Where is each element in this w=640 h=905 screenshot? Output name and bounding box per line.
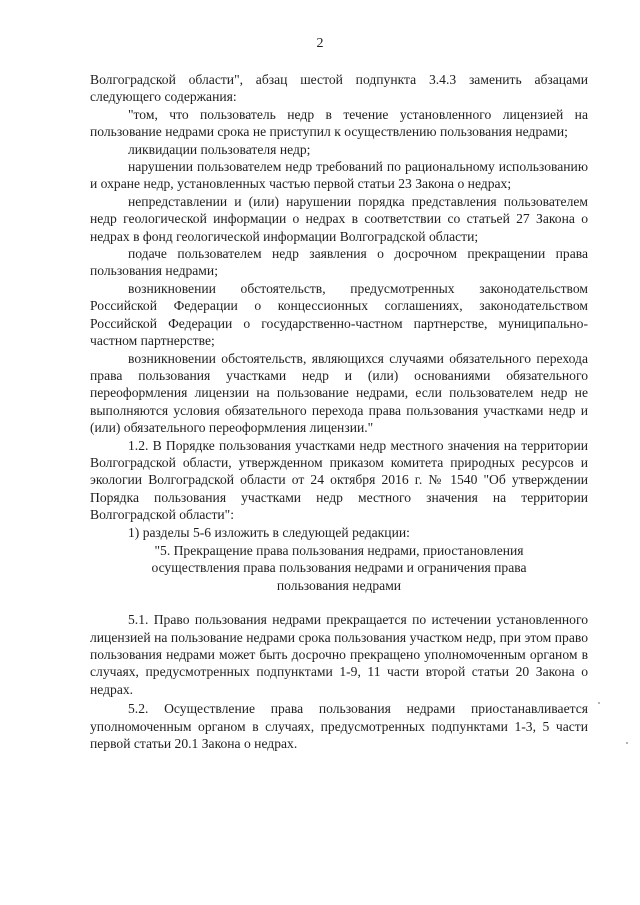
- paragraph-ground-concession: возникновении обстоятельств, предусмотренных законодательством Российской Федерации о концессионных соглашениях, законодательством Российской Федерации о государственно-частном партнерстве, муниципально-частном партнерстве;: [90, 280, 588, 349]
- section-5-heading: [90, 542, 588, 594]
- section-heading-line: пользования недрами: [276, 577, 402, 593]
- clause-5-1: 5.1. Право пользования недрами прекращается по истечении установленного лицензией на пользование недрами срока пользования участком недр, при этом право пользования недрами может быть досрочно прекращено уполномоченным органом в случаях, предусмотренных подпунктами 1-9, 11 части второй статьи 20 Закона о недрах.: [90, 612, 588, 697]
- paragraph-intro: Волгоградской области", абзац шестой подпункта 3.4.3 заменить абзацами следующего содержания:: [90, 72, 588, 105]
- paragraph-sections-5-6: 1) разделы 5-6 изложить в следующей редакции:: [128, 524, 410, 540]
- scan-speck: [626, 742, 628, 744]
- paragraph-ground-term-expired: "том, что пользователь недр в течение установленного лицензией на пользование недрами срока не приступил к осуществлению пользования недрами;: [90, 106, 588, 140]
- section-heading-line: осуществления права пользования недрами и ограничения права: [151, 560, 527, 576]
- paragraph-ground-user-request: подаче пользователем недр заявления о досрочном прекращении права пользования недрами;: [90, 246, 588, 279]
- scan-speck: [598, 702, 600, 704]
- document-body: [90, 71, 588, 752]
- paragraph-ground-rational-use: нарушении пользователем недр требований по рациональному использованию и охране недр, установленных частью первой статьи 23 Закона о недрах;: [90, 159, 588, 192]
- paragraph-ground-geo-info: непредставлении и (или) нарушении порядка представления пользователем недр геологической информации о недрах в соответствии со статьей 27 Закона о недрах в фонд геологической информации Волгоградской области;: [90, 193, 588, 244]
- page-number: 2: [316, 36, 324, 51]
- paragraph-ground-liquidation: ликвидации пользователя недр;: [128, 141, 311, 157]
- paragraph-amendment-1-2: 1.2. В Порядке пользования участками недр местного значения на территории Волгоградской области, утвержденном приказом комитета природных ресурсов и экологии Волгоградской области от 24 октября 2016 г. № 1540 "Об утверждении Порядка пользования участками недр местного значения на территории Волгоградской области":: [90, 437, 588, 523]
- paragraph-ground-mandatory-transfer: возникновении обстоятельств, являющихся случаями обязательного перехода права пользования участками недр и (или) основаниями обязательного переоформления лицензии на пользование недрами, если пользователем недр не выполняются условия обязательного перехода права пользования участками недр и (или) обязательного переоформления лицензии.": [90, 350, 588, 436]
- clause-5-2: 5.2. Осуществление права пользования недрами приостанавливается уполномоченным органом в случаях, предусмотренных подпунктами 1-3, 5 части первой статьи 20.1 Закона о недрах.: [90, 701, 588, 752]
- section-heading-line: "5. Прекращение права пользования недрами, приостановления: [154, 542, 524, 558]
